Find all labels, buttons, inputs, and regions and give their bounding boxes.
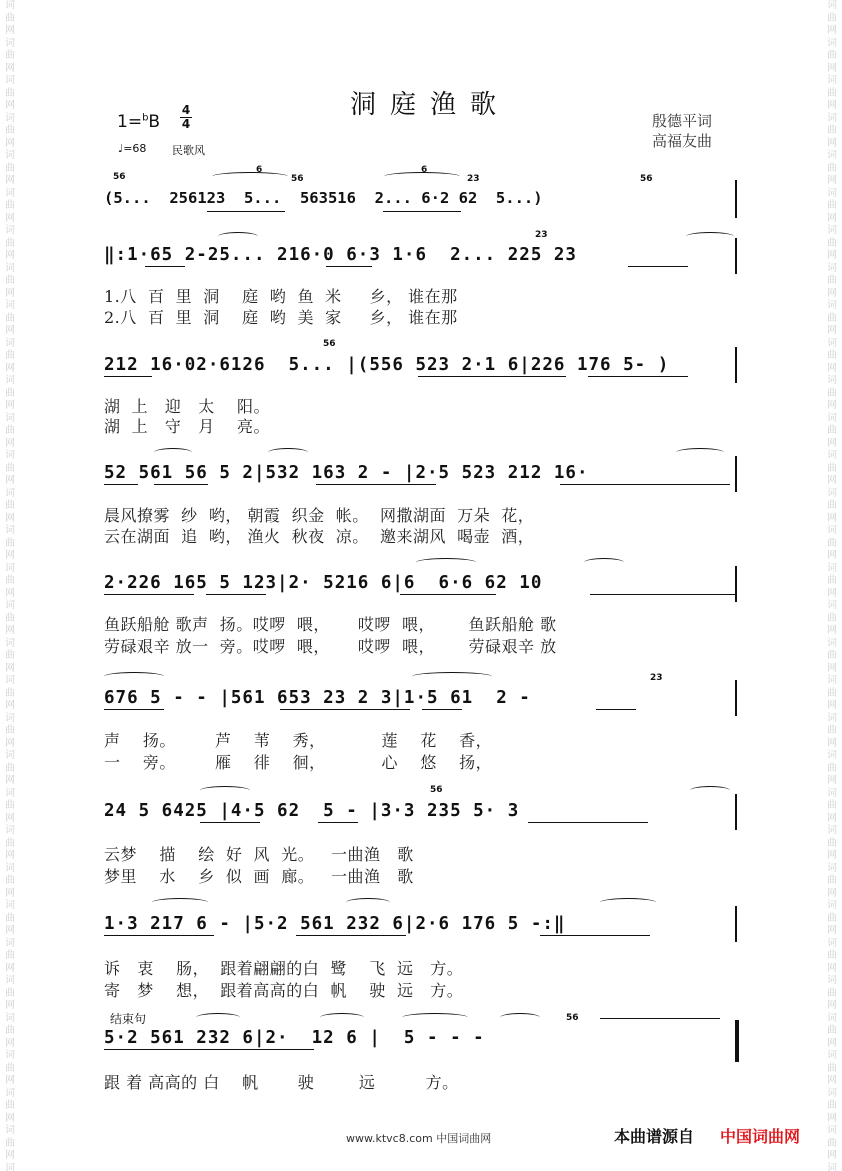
lyric-verse2-line-8: 寄 梦 想， 跟着高高的白 帆 驶 远 方。 — [104, 981, 464, 1000]
underline — [422, 709, 462, 710]
barline — [735, 566, 737, 602]
underline — [145, 266, 185, 267]
underline — [628, 266, 688, 267]
barline — [735, 456, 737, 492]
final-barline — [735, 1020, 739, 1062]
key-signature — [117, 112, 160, 132]
underline — [104, 1049, 314, 1050]
slur — [218, 232, 258, 241]
underline — [316, 484, 436, 485]
slur — [402, 1013, 468, 1022]
barline — [735, 347, 737, 383]
grace-note: 23 — [535, 230, 548, 240]
underline — [206, 594, 266, 595]
song-title: 洞庭渔歌 — [349, 90, 510, 120]
slur — [500, 1013, 540, 1022]
grace-note: 56 — [113, 172, 126, 182]
slur — [676, 448, 724, 457]
grace-note: 56 — [640, 174, 653, 184]
slur — [346, 898, 390, 907]
underline — [154, 484, 208, 485]
slur — [268, 448, 308, 457]
lyric-verse2-line-5: 劳碌艰辛 放一 旁。哎啰 喂， 哎啰 喂， 劳碌艰辛 放 — [104, 637, 557, 656]
underline — [326, 266, 372, 267]
footer-url: www.ktvc8.com 中国词曲网 — [346, 1132, 492, 1145]
grace-note: 56 — [323, 339, 336, 349]
underline — [418, 376, 566, 377]
lyric-verse1-line-6: 声 扬。 芦 苇 秀， 莲 花 香， — [104, 731, 493, 750]
slur — [196, 1013, 240, 1022]
slur — [200, 786, 250, 795]
underline — [383, 211, 461, 212]
time-signature — [180, 104, 192, 131]
lyric-verse1-line-5: 鱼跃船舱 歌声 扬。哎啰 喂， 哎啰 喂， 鱼跃船舱 歌 — [104, 615, 557, 634]
lyric-verse2-line-3: 湖 上 守 月 亮。 — [104, 417, 271, 436]
grace-note: 56 — [430, 785, 443, 795]
slur — [600, 898, 656, 907]
underline — [528, 822, 648, 823]
underline — [280, 709, 410, 710]
notation-line-6: 676 5 - - |561 653 23 2 3|1·5 61 2 - — [104, 688, 531, 708]
underline — [200, 822, 260, 823]
notation-line-9: 5·2 561 232 6|2· 12 6 | 5 - - - — [104, 1028, 485, 1048]
footer-brand: 中国词曲网 — [720, 1127, 801, 1146]
key-prefix: 1= — [117, 112, 143, 132]
slur — [154, 448, 192, 457]
underline — [590, 594, 736, 595]
time-signature-bottom: 4 — [181, 117, 191, 131]
lyric-verse1-line-7: 云梦 描 绘 好 风 光。 一曲渔 歌 — [104, 845, 414, 864]
underline — [104, 594, 194, 595]
lyric-verse2-line-6: 一 旁。 雁 徘 徊， 心 悠 扬， — [104, 753, 493, 772]
grace-note: 56 — [291, 174, 304, 184]
barline — [735, 680, 737, 716]
lyric-verse1-line-8: 诉 衷 肠， 跟着翩翩的白 鹭 飞 远 方。 — [104, 959, 464, 978]
ending-label: 结束句 — [110, 1012, 147, 1026]
slur — [416, 558, 476, 567]
watermark-right: 词 曲 网 词 曲 网 词 曲 网 词 曲 网 词 曲 网 词 曲 网 词 曲 网 词 曲 网 词 曲 网 词 曲 网 词 曲 网 词 曲 网 词 曲 网 词 曲 网 词 曲 网 词 曲 网 词 曲 网 词 曲 网 词 曲 网 词 曲 网 词 曲 网 词 曲 网 词 曲 网 词 曲 网 词 曲 网 词 曲 网 词 曲 网 词 曲 网 词 曲 网 词 曲 网 词 曲 网 词 — [827, 0, 837, 1171]
notation-line-2: ‖:1·65 2-25... 216·0 6·3 1·6 2... 225 23 — [104, 245, 577, 265]
notation-line-7: 24 5 6425 |4·5 62 5 - |3·3 235 5· 3 — [104, 801, 520, 821]
tuplet-mark: 6 — [256, 165, 263, 175]
time-signature-top: 4 — [181, 103, 191, 117]
underline — [596, 709, 636, 710]
lyric-verse2-line-2: 2.八 百 里 洞 庭 哟 美 家 乡， 谁在那 — [104, 308, 458, 327]
tempo-mark: ♩=68 — [118, 142, 147, 155]
slur — [152, 898, 208, 907]
grace-note: 23 — [650, 673, 663, 683]
slur — [412, 672, 492, 681]
slur — [212, 172, 288, 181]
underline — [104, 935, 214, 936]
notation-line-3: 212 16·02·6126 5... |(556 523 2·1 6|226 176 5- ) — [104, 355, 670, 375]
fermata-line — [600, 1018, 720, 1019]
grace-note: 56 — [566, 1013, 579, 1023]
underline — [588, 376, 688, 377]
underline — [104, 376, 152, 377]
key-note: B — [148, 112, 161, 132]
underline — [560, 484, 730, 485]
barline — [735, 906, 737, 942]
slur — [686, 232, 734, 241]
underline — [540, 935, 650, 936]
notation-line-5: 2·226 165 5 123|2· 5216 6|6 6·6 62 10 — [104, 573, 543, 593]
slur — [384, 172, 460, 181]
underline — [400, 594, 496, 595]
slur — [320, 1013, 364, 1022]
lyric-verse2-line-7: 梦里 水 乡 似 画 廊。 一曲渔 歌 — [104, 867, 414, 886]
slur — [104, 672, 164, 681]
underline — [207, 211, 285, 212]
footer-source-label: 本曲谱源自 — [614, 1127, 695, 1146]
lyricist-credit: 殷德平词 — [652, 112, 713, 130]
barline — [735, 180, 737, 218]
underline — [104, 709, 164, 710]
style-mark: 民歌风 — [172, 144, 205, 157]
lyric-verse2-line-4: 云在湖面 追 哟， 渔火 秋夜 凉。 邀来湖风 喝壶 酒， — [104, 527, 535, 546]
underline — [296, 935, 406, 936]
tuplet-mark: 6 — [421, 165, 428, 175]
lyric-verse1-line-4: 晨风撩雾 纱 哟， 朝霞 织金 帐。 网撒湖面 万朵 花， — [104, 506, 535, 525]
lyric-ending: 跟 着 高高的 白 帆 驶 远 方。 — [104, 1073, 459, 1092]
barline — [735, 238, 737, 274]
notation-line-4: 52 561 56 5 2|532 163 2 - |2·5 523 212 16· — [104, 463, 589, 483]
barline — [735, 794, 737, 830]
underline — [104, 484, 138, 485]
lyric-verse1-line-3: 湖 上 迎 太 阳。 — [104, 397, 271, 416]
underline — [318, 822, 358, 823]
slur — [690, 786, 730, 795]
flat-sign: b — [142, 112, 149, 124]
grace-note: 23 — [467, 174, 480, 184]
notation-line-1: (5... 256123 5... 563516 2... 6·2 62 5...) — [104, 189, 543, 207]
composer-credit: 高福友曲 — [652, 132, 713, 150]
slur — [584, 558, 624, 567]
lyric-verse1-line-2: 1.八 百 里 洞 庭 哟 鱼 米 乡， 谁在那 — [104, 287, 458, 306]
watermark-left: 词 曲 网 词 曲 网 词 曲 网 词 曲 网 词 曲 网 词 曲 网 词 曲 网 词 曲 网 词 曲 网 词 曲 网 词 曲 网 词 曲 网 词 曲 网 词 曲 网 词 曲 网 词 曲 网 词 曲 网 词 曲 网 词 曲 网 词 曲 网 词 曲 网 词 曲 网 词 曲 网 词 曲 网 词 曲 网 词 曲 网 词 曲 网 词 曲 网 词 曲 网 词 曲 网 词 曲 网 词 — [5, 0, 15, 1171]
notation-line-8: 1·3 217 6 - |5·2 561 232 6|2·6 176 5 -:‖ — [104, 914, 566, 934]
